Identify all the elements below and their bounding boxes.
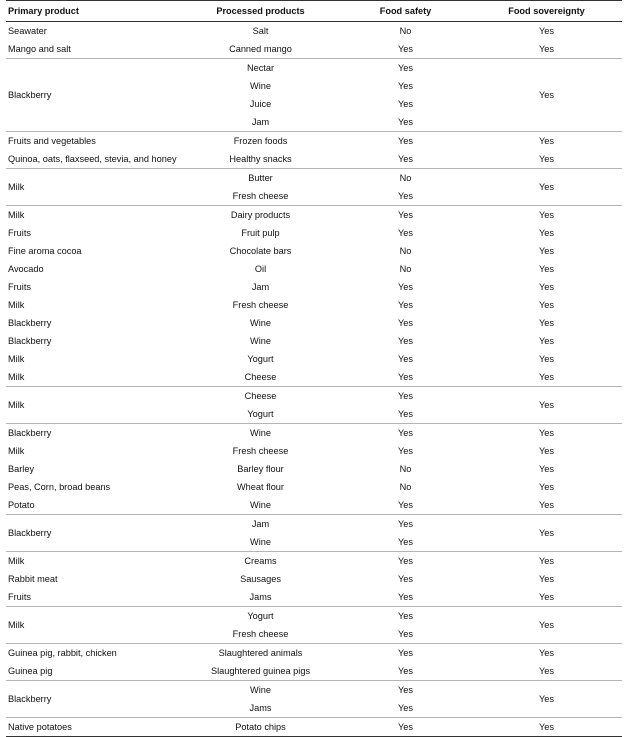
food-safety-cell: Yes (340, 59, 471, 78)
processed-product-cell: Yogurt (247, 409, 274, 419)
food-safety-cell: Yes (398, 446, 413, 456)
table-row (6, 278, 622, 296)
food-sovereignty-cell: Yes (539, 282, 554, 292)
table-row (6, 570, 622, 588)
primary-product-cell: Milk (6, 607, 181, 644)
primary-product-cell: Milk (8, 446, 25, 456)
primary-product-cell: Native potatoes (6, 718, 181, 737)
processed-product-cell: Wine (250, 81, 271, 91)
food-sovereignty-cell: Yes (471, 424, 622, 443)
food-sovereignty-cell: Yes (539, 246, 554, 256)
table-row (6, 662, 622, 681)
processed-product-cell: Dairy products (181, 206, 340, 225)
processed-product-cell: Wine (250, 336, 271, 346)
processed-product-cell: Slaughtered guinea pigs (210, 666, 311, 676)
processed-product-cell: Wine (181, 681, 340, 700)
processed-product-cell: Fresh cheese (232, 300, 289, 310)
primary-product-cell: Guinea pig, rabbit, chicken (6, 644, 181, 663)
processed-product-cell: Nectar (181, 59, 340, 78)
food-safety-cell: No (399, 482, 412, 492)
food-safety-cell: No (399, 264, 412, 274)
food-sovereignty-cell: Yes (539, 336, 554, 346)
products-table (6, 0, 622, 737)
processed-product-cell: Fruit pulp (241, 228, 280, 238)
header-food-sovereignty: Food sovereignty (471, 1, 622, 22)
processed-product-cell: Jam (251, 282, 270, 292)
processed-product-cell: Frozen foods (181, 132, 340, 151)
primary-product-cell: Milk (6, 169, 181, 206)
food-safety-cell: Yes (398, 282, 413, 292)
food-safety-cell: Yes (340, 132, 471, 151)
table-row (6, 496, 622, 515)
table-row (6, 515, 622, 534)
food-safety-cell: Yes (398, 300, 413, 310)
primary-product-cell: Fruits (8, 282, 31, 292)
table-row (6, 607, 622, 626)
processed-product-cell: Sausages (240, 574, 281, 584)
food-sovereignty-cell: Yes (539, 44, 554, 54)
food-safety-cell: Yes (398, 318, 413, 328)
primary-product-cell: Rabbit meat (8, 574, 58, 584)
processed-product-cell: Jam (251, 117, 270, 127)
food-sovereignty-cell: Yes (539, 592, 554, 602)
food-safety-cell: Yes (398, 537, 413, 547)
processed-product-cell: Yogurt (247, 354, 274, 364)
food-safety-cell: No (340, 169, 471, 188)
food-sovereignty-cell: Yes (471, 644, 622, 663)
food-safety-cell: Yes (398, 354, 413, 364)
primary-product-cell: Blackberry (8, 318, 52, 328)
header-primary-product: Primary product (6, 1, 181, 22)
food-sovereignty-cell: Yes (539, 666, 554, 676)
food-safety-cell: No (399, 26, 412, 36)
primary-product-cell: Blackberry (8, 336, 52, 346)
table-body (6, 22, 622, 737)
primary-product-cell: Milk (8, 300, 25, 310)
food-sovereignty-cell: Yes (539, 464, 554, 474)
food-sovereignty-cell: Yes (471, 515, 622, 552)
processed-product-cell: Yogurt (181, 607, 340, 626)
processed-product-cell: Chocolate bars (229, 246, 292, 256)
food-safety-cell: Yes (398, 629, 413, 639)
food-sovereignty-cell: Yes (539, 482, 554, 492)
table-row (6, 424, 622, 443)
table-row (6, 150, 622, 169)
primary-product-cell: Milk (6, 552, 181, 571)
primary-product-cell: Mango and salt (8, 44, 71, 54)
processed-product-cell: Slaughtered animals (181, 644, 340, 663)
food-sovereignty-cell: Yes (539, 300, 554, 310)
primary-product-cell: Fine aroma cocoa (8, 246, 82, 256)
processed-product-cell: Fresh cheese (232, 629, 289, 639)
processed-product-cell: Wine (181, 424, 340, 443)
processed-product-cell: Wheat flour (237, 482, 284, 492)
food-safety-cell: No (399, 464, 412, 474)
food-safety-cell: Yes (398, 117, 413, 127)
food-sovereignty-cell: Yes (471, 718, 622, 737)
food-safety-cell: Yes (398, 336, 413, 346)
food-safety-cell: Yes (340, 424, 471, 443)
processed-product-cell: Wine (250, 537, 271, 547)
food-sovereignty-cell: Yes (471, 387, 622, 424)
primary-product-cell: Fruits (8, 592, 31, 602)
table-row (6, 169, 622, 188)
processed-product-cell: Butter (181, 169, 340, 188)
food-safety-cell: Yes (398, 500, 413, 510)
primary-product-cell: Potato (8, 500, 35, 510)
table-row (6, 681, 622, 700)
processed-product-cell: Cheese (181, 387, 340, 406)
table-row (6, 59, 622, 78)
food-sovereignty-cell: Yes (539, 446, 554, 456)
food-sovereignty-cell: Yes (539, 500, 554, 510)
processed-product-cell: Fresh cheese (232, 446, 289, 456)
processed-product-cell: Healthy snacks (229, 154, 292, 164)
primary-product-cell: Fruits and vegetables (6, 132, 181, 151)
processed-product-cell: Barley flour (237, 464, 284, 474)
food-safety-cell: Yes (340, 644, 471, 663)
food-sovereignty-cell: Yes (471, 552, 622, 571)
table-row (6, 242, 622, 260)
food-safety-cell: Yes (398, 191, 413, 201)
processed-product-cell: Jams (249, 592, 272, 602)
food-sovereignty-cell: Yes (471, 59, 622, 132)
primary-product-cell: Blackberry (6, 681, 181, 718)
food-safety-cell: Yes (398, 574, 413, 584)
food-safety-cell: Yes (340, 206, 471, 225)
food-safety-cell: Yes (340, 718, 471, 737)
table-row (6, 314, 622, 332)
food-safety-cell: Yes (398, 409, 413, 419)
table-row (6, 368, 622, 387)
processed-product-cell: Fresh cheese (232, 191, 289, 201)
table-row (6, 552, 622, 571)
table-row (6, 332, 622, 350)
processed-product-cell: Canned mango (229, 44, 292, 54)
primary-product-cell: Milk (8, 354, 25, 364)
food-safety-cell: Yes (340, 515, 471, 534)
food-sovereignty-cell: Yes (539, 372, 554, 382)
food-safety-cell: Yes (398, 44, 413, 54)
table-header (6, 1, 622, 22)
food-sovereignty-cell: Yes (539, 574, 554, 584)
primary-product-cell: Peas, Corn, broad beans (8, 482, 111, 492)
table-row (6, 387, 622, 406)
table-row (6, 644, 622, 663)
food-safety-cell: Yes (340, 681, 471, 700)
food-sovereignty-cell: Yes (471, 681, 622, 718)
food-sovereignty-cell: Yes (471, 206, 622, 225)
food-sovereignty-cell: Yes (539, 26, 554, 36)
primary-product-cell: Barley (8, 464, 35, 474)
table-row (6, 22, 622, 41)
header-processed-products: Processed products (181, 1, 340, 22)
food-sovereignty-cell: Yes (539, 228, 554, 238)
header-row (6, 1, 622, 22)
food-safety-cell: Yes (398, 592, 413, 602)
food-sovereignty-cell: Yes (539, 318, 554, 328)
table-row (6, 40, 622, 59)
food-safety-cell: Yes (398, 703, 413, 713)
food-safety-cell: Yes (340, 552, 471, 571)
processed-product-cell: Wine (250, 318, 271, 328)
primary-product-cell: Quinoa, oats, flaxseed, stevia, and honey (8, 154, 177, 164)
primary-product-cell: Fruits (8, 228, 31, 238)
processed-product-cell: Wine (250, 500, 271, 510)
primary-product-cell: Blackberry (6, 59, 181, 132)
food-safety-cell: Yes (398, 372, 413, 382)
processed-product-cell: Jams (249, 703, 272, 713)
food-sovereignty-cell: Yes (539, 264, 554, 274)
food-sovereignty-cell: Yes (539, 154, 554, 164)
food-safety-cell: Yes (398, 99, 413, 109)
table-row (6, 296, 622, 314)
table-row (6, 224, 622, 242)
processed-product-cell: Juice (249, 99, 272, 109)
processed-product-cell: Oil (254, 264, 267, 274)
food-safety-cell: Yes (398, 154, 413, 164)
primary-product-cell: Blackberry (6, 424, 181, 443)
table-row (6, 588, 622, 607)
food-safety-cell: Yes (340, 607, 471, 626)
food-sovereignty-cell: Yes (539, 354, 554, 364)
primary-product-cell: Guinea pig (8, 666, 53, 676)
table-row (6, 260, 622, 278)
food-safety-cell: Yes (398, 666, 413, 676)
food-sovereignty-cell: Yes (471, 169, 622, 206)
processed-product-cell: Potato chips (181, 718, 340, 737)
processed-product-cell: Salt (252, 26, 269, 36)
table-row (6, 350, 622, 368)
primary-product-cell: Milk (6, 387, 181, 424)
food-sovereignty-cell: Yes (471, 132, 622, 151)
table-row (6, 718, 622, 737)
table-row (6, 206, 622, 225)
header-food-safety: Food safety (340, 1, 471, 22)
primary-product-cell: Milk (8, 372, 25, 382)
table-row (6, 478, 622, 496)
primary-product-cell: Avocado (8, 264, 44, 274)
processed-product-cell: Jam (181, 515, 340, 534)
primary-product-cell: Milk (6, 206, 181, 225)
food-safety-cell: Yes (340, 387, 471, 406)
table-row (6, 132, 622, 151)
table-row (6, 460, 622, 478)
primary-product-cell: Seawater (8, 26, 47, 36)
processed-product-cell: Cheese (244, 372, 277, 382)
primary-product-cell: Blackberry (6, 515, 181, 552)
food-safety-cell: Yes (398, 81, 413, 91)
food-safety-cell: Yes (398, 228, 413, 238)
processed-product-cell: Creams (181, 552, 340, 571)
food-sovereignty-cell: Yes (471, 607, 622, 644)
food-safety-cell: No (399, 246, 412, 256)
table-row (6, 442, 622, 460)
